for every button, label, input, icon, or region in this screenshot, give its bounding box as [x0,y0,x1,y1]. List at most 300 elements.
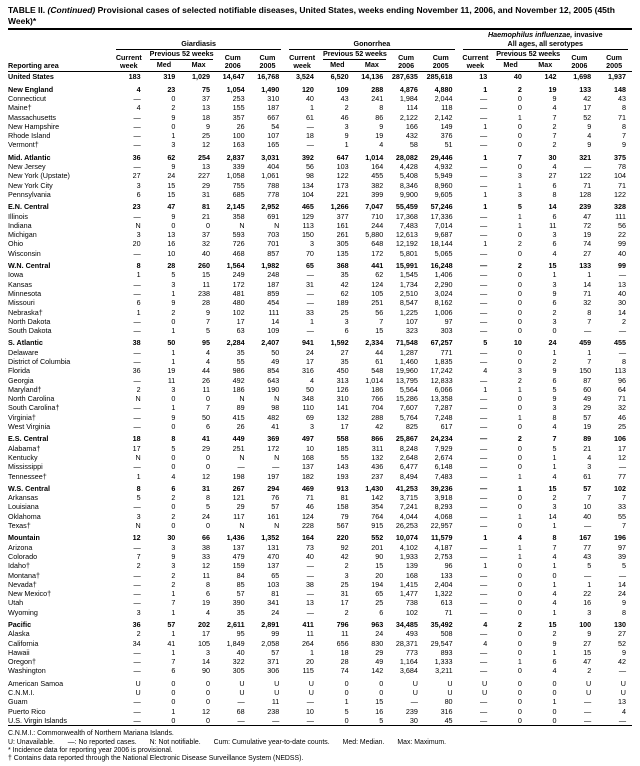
value-cell: 316 [301,366,314,376]
value-cell: 3 [309,239,314,249]
value-cell: 24 [167,171,176,181]
value-cell: 0 [171,93,176,103]
value-cell: 2 [552,121,557,131]
value-cell: 1,937 [608,72,626,82]
value-cell: 825 [405,422,418,432]
value-cell: 1,058 [226,171,245,181]
value-cell: 368 [336,261,349,271]
value-cell: — [618,462,626,472]
reporting-area-cell: Missouri [8,298,35,308]
value-cell: 49 [375,657,384,667]
value-cell: 1 [517,657,522,667]
value-cell: 0 [171,697,176,707]
value-cell: — [480,316,488,326]
value-cell: 164 [301,533,314,543]
value-cell: 143 [336,462,349,472]
reporting-area-cell: C.N.M.I. [8,688,35,698]
value-cell: 99 [271,629,280,639]
value-cell: — [480,103,488,113]
table-row [8,338,632,347]
value-cell: 142 [544,72,557,82]
value-cell: 46 [618,412,626,422]
value-cell: 2 [136,629,141,639]
value-cell: — [480,261,488,271]
value-cell: 1 [552,697,557,707]
table-title [8,5,632,26]
value-cell: 4 [483,638,488,648]
value-cell: 72 [583,220,592,230]
value-cell: — [480,589,488,599]
value-cell: 5 [171,270,176,280]
table-row [8,202,632,211]
value-cell: 2 [552,307,557,317]
value-cell: 19 [375,131,384,141]
reporting-area-cell: Georgia [8,375,34,385]
value-cell: 287,635 [391,72,418,82]
value-cell: 1 [517,471,522,481]
value-cell: — [480,412,488,422]
value-cell: 5 [136,493,141,503]
value-cell: 11 [167,375,176,385]
value-cell: — [480,347,488,357]
table-row [8,688,632,697]
value-cell: 455 [614,338,626,348]
value-cell: — [133,657,141,667]
value-cell: 613 [440,598,453,608]
value-cell: 128 [579,189,592,199]
reporting-area-cell: Utah [8,598,24,608]
value-cell: — [480,171,488,181]
value-cell: 81 [271,589,280,599]
value-cell: 4 [136,103,141,113]
value-cell: 5 [622,561,626,571]
value-cell: — [480,162,488,172]
value-cell: 14 [201,657,210,667]
value-cell: 52 [618,638,626,648]
value-cell: 186 [232,384,245,394]
value-cell: 41 [167,638,176,648]
legend-line [8,739,632,747]
value-cell: 1,406 [434,270,453,280]
value-cell: 9 [622,140,626,150]
value-cell: 2 [517,620,522,629]
value-cell: 17,368 [395,211,418,221]
value-cell: 29 [236,502,245,512]
value-cell: 42 [618,657,626,667]
value-cell: 7 [205,316,210,326]
value-cell: 241 [371,93,384,103]
value-cell: 1,835 [434,356,453,366]
value-cell: 3 [136,180,141,190]
value-cell: 755 [232,180,245,190]
value-cell: 19 [583,230,592,240]
value-cell: 78 [618,162,626,172]
value-cell: 42 [375,422,384,432]
value-cell: 39 [618,551,626,561]
table-row [8,571,632,580]
reporting-area-cell: North Dakota [8,316,51,326]
value-cell: 4 [205,607,210,617]
value-cell: — [480,483,488,493]
value-cell: 9 [552,288,557,298]
value-cell: 142 [371,666,384,676]
value-cell: — [306,561,314,571]
value-cell: 0 [171,462,176,472]
value-cell: 196 [614,533,626,543]
value-cell: 5 [552,443,557,453]
value-cell: — [133,715,141,725]
table-row [8,589,632,598]
value-cell: 0 [517,706,522,716]
value-cell: 77 [583,542,592,552]
value-cell: U [239,688,245,698]
col-header-max: Max [355,60,390,72]
value-cell: 1,984 [399,93,418,103]
value-cell: 13 [618,697,626,707]
value-cell: 44 [201,366,210,376]
table-week-label: (45th Week)* [8,5,615,26]
value-cell: — [480,443,488,453]
value-cell: 6 [344,326,349,336]
value-cell: 2 [136,384,141,394]
value-cell: 172 [371,248,384,258]
value-cell: 470 [267,551,280,561]
value-cell: 4 [552,551,557,561]
value-cell: 8 [622,356,626,366]
reporting-area-cell: New Mexico† [8,589,52,599]
table-header [8,29,632,72]
value-cell: 67,257 [430,338,453,348]
value-cell: 1 [483,533,488,543]
col-header-previous-52-weeks: Previous 52 weeks [496,49,561,59]
value-cell: 9 [171,211,176,221]
value-cell: 9,605 [434,189,453,199]
value-cell: — [306,697,314,707]
value-cell: 0 [171,521,176,531]
value-cell: — [133,211,141,221]
value-cell: 14 [548,202,557,212]
value-cell: 12 [201,140,210,150]
value-cell: 124 [371,279,384,289]
value-cell: 249 [232,270,245,280]
value-cell: 27 [548,171,557,181]
value-cell: 26,253 [395,521,418,531]
reporting-area-cell: New York City [8,180,53,190]
col-header-current-week [112,50,147,72]
value-cell: 79 [340,511,349,521]
value-cell: 12 [201,706,210,716]
value-cell: 37 [201,230,210,240]
value-cell: 6 [379,607,384,617]
value-cell: — [480,462,488,472]
table-row [8,298,632,307]
value-cell: 411 [302,620,314,629]
value-cell: 172 [267,443,280,453]
value-cell: 0 [517,270,522,280]
value-cell: — [480,511,488,521]
value-cell: 1,545 [399,270,418,280]
value-cell: — [133,570,141,580]
value-cell: 50 [167,338,176,348]
value-cell: N [135,394,141,404]
value-cell: 0 [517,162,522,172]
value-cell: 2,891 [261,620,280,629]
value-cell: 3,024 [434,288,453,298]
value-cell: 465 [301,202,314,212]
table-row [8,462,632,471]
value-cell: 89 [583,434,592,444]
value-cell: 648 [371,239,384,249]
year-label: 2005 [259,60,276,70]
value-cell: 28 [167,261,176,271]
value-cell: 10 [305,706,314,716]
cum-label: Cum [432,52,449,62]
value-cell: 294 [267,483,280,493]
value-cell: 109 [336,84,349,94]
value-cell: 773 [405,647,418,657]
value-cell: 30 [167,533,176,543]
value-cell: 4,187 [434,542,453,552]
value-cell: 87 [583,375,592,385]
value-cell: 109 [267,326,280,336]
value-cell: — [584,697,592,707]
value-cell: 1 [517,220,522,230]
value-cell: 66 [201,533,210,543]
value-cell: — [133,462,141,472]
reporting-area-cell: Florida [8,366,30,376]
value-cell: 38 [132,338,141,348]
year-label: 2006 [398,60,415,70]
reporting-area-cell: Nebraska† [8,307,43,317]
reporting-area-cell: Arizona [8,542,33,552]
reporting-area-cell: Indiana [8,220,32,230]
reporting-area-cell: Pennsylvania [8,189,51,199]
value-cell: 1,982 [261,261,280,271]
value-cell: 62 [340,288,349,298]
value-cell: 436 [371,462,384,472]
value-cell: 20 [375,570,384,580]
table-row [8,716,632,726]
value-cell: 454 [267,298,280,308]
value-cell: 17 [583,103,592,113]
legend-item: Med: Median. [342,738,385,746]
value-cell: 71 [618,112,626,122]
value-cell: 913 [336,483,349,493]
value-cell: 3 [344,316,349,326]
value-cell: — [480,211,488,221]
value-cell: 3 [309,422,314,432]
value-cell: 35 [340,356,349,366]
value-cell: 6 [171,483,176,493]
table-row [8,453,632,462]
value-cell: 2 [517,239,522,249]
table-row [8,512,632,521]
value-cell: 25,867 [395,434,418,444]
value-cell: 1,436 [226,533,245,543]
table-row [8,394,632,403]
value-cell: 11 [271,697,280,707]
value-cell: 168 [405,570,418,580]
value-cell: 0 [517,579,522,589]
value-cell: 1 [171,131,176,141]
value-cell: 0 [517,697,522,707]
value-cell: 16 [167,239,176,249]
value-cell: 19 [167,366,176,376]
group-name: Giardiasis [181,38,217,48]
value-cell: 7 [517,152,522,162]
value-cell: 2,058 [261,638,280,648]
reporting-area-cell: Oklahoma [8,511,41,521]
value-cell: 322 [232,657,245,667]
value-cell: 764 [371,511,384,521]
value-cell: 4 [171,471,176,481]
value-cell: 14 [618,307,626,317]
value-cell: 339 [232,162,245,172]
value-cell: 310 [336,394,349,404]
value-cell: 50 [305,384,314,394]
value-cell: 251 [232,443,245,453]
value-cell: — [480,394,488,404]
value-cell: 0 [171,678,176,688]
value-cell: 29,547 [430,638,453,648]
reporting-area-cell: North Carolina [8,394,55,404]
value-cell: 9,687 [434,230,453,240]
value-cell: — [480,629,488,639]
value-cell: 1 [483,189,488,199]
value-cell: 65 [375,589,384,599]
value-cell: 85 [236,579,245,589]
value-cell: N [274,521,280,531]
value-cell: 7 [136,551,141,561]
value-cell: 710 [371,211,384,221]
value-cell: 4 [552,248,557,258]
value-cell: 1 [517,412,522,422]
value-cell: 15,286 [395,394,418,404]
value-cell: 13 [479,72,488,82]
value-cell: — [133,93,141,103]
value-cell: — [480,666,488,676]
reporting-area-cell: District of Columbia [8,356,71,366]
value-cell: 114 [406,103,418,113]
value-cell: 25 [618,422,626,432]
value-cell: 7,241 [399,502,418,512]
value-cell: 3 [517,189,522,199]
value-cell: 963 [371,620,384,629]
value-cell: 52 [583,112,592,122]
value-cell: 10 [583,502,592,512]
value-cell: 30 [618,298,626,308]
table-row [8,385,632,394]
value-cell: 1,933 [399,551,418,561]
table-row [8,171,632,180]
value-cell: 399 [371,189,384,199]
value-cell: 0 [552,326,557,336]
value-cell: 26 [236,422,245,432]
value-cell: 647 [336,152,349,162]
value-cell: 9 [552,394,557,404]
value-cell: — [618,326,626,336]
value-cell: 305 [336,239,349,249]
value-cell: 9 [552,366,557,376]
value-cell: 2,407 [261,338,280,348]
value-cell: — [133,131,141,141]
value-cell: 392 [301,152,314,162]
value-cell: 73 [305,542,314,552]
value-cell: 6 [552,657,557,667]
value-cell: 22 [618,230,626,240]
reporting-area-cell: Washington [8,666,46,676]
value-cell: 42 [340,279,349,289]
value-cell: 1 [171,706,176,716]
value-cell: 8,346 [399,180,418,190]
value-cell: 3,211 [435,666,453,676]
value-cell: 22,957 [430,521,453,531]
value-cell: 1 [517,542,522,552]
value-cell: 5 [483,338,488,348]
value-cell: 102 [405,607,418,617]
value-cell: 15 [167,189,176,199]
value-cell: 310 [267,93,280,103]
table-row [8,249,632,258]
value-cell: 25 [201,131,210,141]
value-cell: — [480,307,488,317]
value-cell: 40 [618,288,626,298]
value-cell: 0 [552,678,557,688]
reporting-area-cell: New York (Upstate) [8,171,70,181]
value-cell: 141 [336,403,349,413]
value-cell: 17,242 [430,366,453,376]
value-cell: 106 [614,434,626,444]
value-cell: 1,592 [330,338,349,348]
value-cell: 8,293 [434,502,453,512]
value-cell: 8,960 [434,180,453,190]
value-cell: — [480,579,488,589]
value-cell: 2,404 [434,579,453,589]
value-cell: 8 [205,493,210,503]
value-cell: 23 [167,84,176,94]
reporting-area-cell: Wisconsin [8,248,41,258]
value-cell: 40 [583,511,592,521]
value-cell: 122 [579,171,592,181]
value-cell: 13,795 [395,375,418,385]
value-cell: — [306,298,314,308]
value-cell: 482 [267,412,280,422]
value-cell: 100 [232,131,245,141]
value-cell: 9 [552,638,557,648]
table-row [8,239,632,248]
value-cell: 38 [201,542,210,552]
value-cell: — [480,375,488,385]
value-cell: 27 [340,347,349,357]
value-cell: 3 [587,462,592,472]
value-cell: 2 [344,607,349,617]
value-cell: 0 [517,140,522,150]
value-cell: 238 [197,288,210,298]
value-cell: 1 [552,462,557,472]
value-cell: 4,428 [399,162,418,172]
reporting-area-cell: Oregon† [8,657,36,667]
value-cell: 7 [622,493,626,503]
value-cell: 6 [552,375,557,385]
value-cell: U [274,678,280,688]
value-cell: 4,044 [399,511,418,521]
value-cell: U [447,678,453,688]
value-cell: — [133,326,141,336]
value-cell: 303 [440,326,453,336]
value-cell: 15 [548,620,557,629]
value-cell: 19 [201,598,210,608]
value-cell: 377 [336,211,349,221]
